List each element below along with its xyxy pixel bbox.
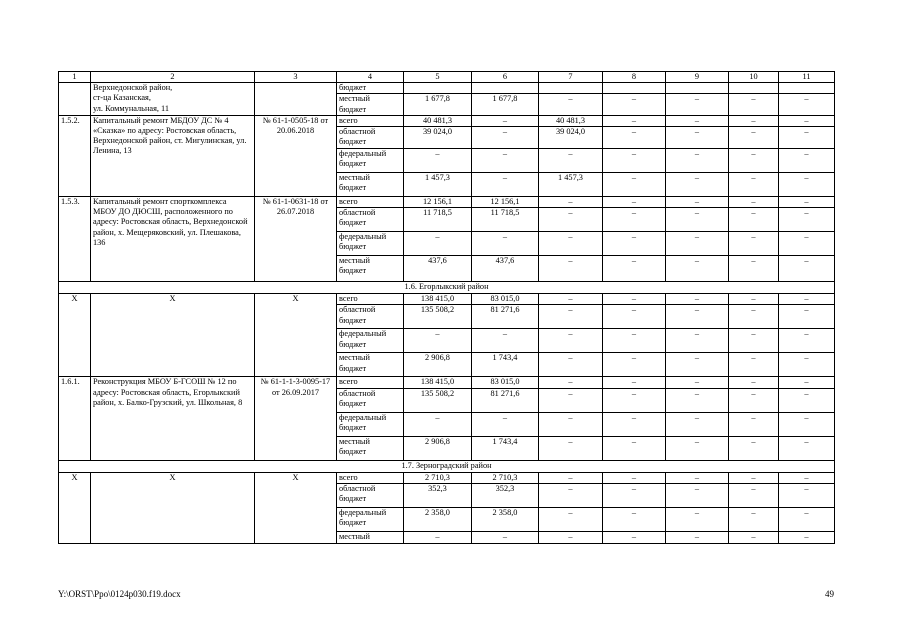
- value-cell: 83 015,0: [472, 294, 539, 305]
- column-header: 2: [91, 72, 255, 83]
- value-cell: –: [539, 197, 603, 208]
- value-cell: –: [539, 483, 603, 507]
- object-name: Верхнедонской район, ст-ца Казанская, ул. Коммунальная, 11: [91, 83, 255, 116]
- value-cell: 40 481,3: [539, 115, 603, 126]
- value-cell: –: [603, 232, 666, 256]
- value-cell: –: [539, 531, 603, 543]
- value-cell: –: [666, 232, 729, 256]
- value-cell: –: [603, 507, 666, 531]
- object-name: Х: [91, 472, 255, 543]
- value-cell: 81 271,6: [472, 305, 539, 329]
- value-cell: –: [472, 127, 539, 149]
- value-cell: –: [779, 173, 835, 197]
- value-cell: –: [666, 507, 729, 531]
- budget-category: местный бюджет: [337, 256, 404, 282]
- object-name: Х: [91, 294, 255, 377]
- value-cell: –: [666, 305, 729, 329]
- column-header: 8: [603, 72, 666, 83]
- value-cell: –: [729, 94, 779, 115]
- document-ref: № 61-1-0505-18 от 20.06.2018: [255, 115, 337, 196]
- budget-category: всего: [337, 197, 404, 208]
- row-number: Х: [59, 294, 91, 377]
- value-cell: –: [729, 232, 779, 256]
- budget-category: всего: [337, 115, 404, 126]
- value-cell: –: [472, 531, 539, 543]
- value-cell: –: [779, 197, 835, 208]
- value-cell: –: [729, 472, 779, 483]
- value-cell: –: [472, 412, 539, 436]
- section-title: 1.6. Егорлыкский район: [59, 282, 835, 294]
- budget-category: бюджет: [337, 83, 404, 94]
- value-cell: –: [539, 305, 603, 329]
- value-cell: –: [603, 472, 666, 483]
- value-cell: 1 457,3: [539, 173, 603, 197]
- value-cell: –: [729, 127, 779, 149]
- value-cell: –: [729, 377, 779, 388]
- value-cell: –: [404, 531, 472, 543]
- value-cell: –: [539, 507, 603, 531]
- column-header: 9: [666, 72, 729, 83]
- object-name: Реконструкция МБОУ Б-ГСОШ № 12 по адресу: Ростовская область, Егорлыкский район, х. Балко-Грузский, ул. Школьная, 8: [91, 377, 255, 460]
- value-cell: 11 718,5: [472, 208, 539, 232]
- value-cell: –: [729, 388, 779, 412]
- value-cell: 40 481,3: [404, 115, 472, 126]
- column-header: 6: [472, 72, 539, 83]
- value-cell: –: [539, 353, 603, 377]
- budget-category: федеральный бюджет: [337, 149, 404, 173]
- value-cell: 11 718,5: [404, 208, 472, 232]
- value-cell: –: [603, 329, 666, 353]
- value-cell: –: [472, 173, 539, 197]
- value-cell: [404, 83, 472, 94]
- value-cell: –: [779, 353, 835, 377]
- value-cell: 135 508,2: [404, 388, 472, 412]
- budget-category: областной бюджет: [337, 388, 404, 412]
- value-cell: –: [666, 483, 729, 507]
- value-cell: –: [729, 115, 779, 126]
- value-cell: [666, 83, 729, 94]
- budget-category: федеральный бюджет: [337, 232, 404, 256]
- value-cell: –: [472, 149, 539, 173]
- value-cell: –: [779, 507, 835, 531]
- budget-category: областной бюджет: [337, 305, 404, 329]
- value-cell: [539, 83, 603, 94]
- column-header: 5: [404, 72, 472, 83]
- value-cell: –: [603, 294, 666, 305]
- budget-category: местный бюджет: [337, 173, 404, 197]
- value-cell: –: [539, 436, 603, 460]
- value-cell: –: [603, 305, 666, 329]
- value-cell: –: [539, 149, 603, 173]
- row-number: [59, 83, 91, 116]
- object-name: Капитальный ремонт спорткомплекса МБОУ ДО ДЮСШ, расположенного по адресу: Ростовская область, Верхнедонской район, х. Мещеряковский, ул. Плешакова, 136: [91, 197, 255, 282]
- column-header: 11: [779, 72, 835, 83]
- value-cell: 138 415,0: [404, 377, 472, 388]
- value-cell: –: [666, 388, 729, 412]
- value-cell: –: [779, 127, 835, 149]
- value-cell: –: [539, 388, 603, 412]
- value-cell: –: [729, 149, 779, 173]
- value-cell: 12 156,1: [472, 197, 539, 208]
- value-cell: –: [729, 507, 779, 531]
- value-cell: –: [729, 436, 779, 460]
- column-header: 10: [729, 72, 779, 83]
- budget-category: всего: [337, 377, 404, 388]
- document-ref: № 61-1-0631-18 от 26.07.2018: [255, 197, 337, 282]
- row-number: 1.5.2.: [59, 115, 91, 196]
- value-cell: –: [779, 232, 835, 256]
- value-cell: 1 743,4: [472, 436, 539, 460]
- column-header: 7: [539, 72, 603, 83]
- value-cell: –: [729, 483, 779, 507]
- value-cell: –: [472, 115, 539, 126]
- table-row: [59, 115, 835, 126]
- section-title: 1.7. Зерноградский район: [59, 460, 835, 472]
- value-cell: –: [666, 377, 729, 388]
- value-cell: –: [603, 149, 666, 173]
- table-row: [59, 83, 835, 94]
- table-row: [59, 282, 835, 294]
- value-cell: –: [539, 94, 603, 115]
- value-cell: 1 677,8: [404, 94, 472, 115]
- value-cell: –: [779, 388, 835, 412]
- value-cell: –: [779, 436, 835, 460]
- row-number: 1.5.3.: [59, 197, 91, 282]
- value-cell: –: [539, 294, 603, 305]
- footer-file-path: Y:\ORST\Ppo\0124p030.f19.docx: [58, 589, 181, 599]
- value-cell: 12 156,1: [404, 197, 472, 208]
- value-cell: –: [666, 149, 729, 173]
- value-cell: –: [539, 208, 603, 232]
- value-cell: –: [729, 305, 779, 329]
- budget-category: областной бюджет: [337, 208, 404, 232]
- value-cell: –: [779, 294, 835, 305]
- row-number: Х: [59, 472, 91, 543]
- value-cell: –: [404, 232, 472, 256]
- value-cell: –: [666, 208, 729, 232]
- table-row: [59, 377, 835, 388]
- budget-table: [58, 71, 835, 544]
- budget-category: местный: [337, 531, 404, 543]
- row-number: 1.6.1.: [59, 377, 91, 460]
- value-cell: 138 415,0: [404, 294, 472, 305]
- value-cell: –: [779, 208, 835, 232]
- value-cell: –: [603, 256, 666, 282]
- value-cell: 352,3: [404, 483, 472, 507]
- value-cell: –: [666, 173, 729, 197]
- value-cell: –: [666, 127, 729, 149]
- value-cell: –: [603, 94, 666, 115]
- value-cell: –: [666, 256, 729, 282]
- table-row: [59, 72, 835, 83]
- value-cell: –: [779, 483, 835, 507]
- value-cell: [603, 83, 666, 94]
- budget-category: местный бюджет: [337, 436, 404, 460]
- value-cell: –: [779, 305, 835, 329]
- value-cell: –: [666, 329, 729, 353]
- value-cell: –: [729, 412, 779, 436]
- value-cell: 2 710,3: [404, 472, 472, 483]
- value-cell: –: [666, 197, 729, 208]
- value-cell: –: [666, 94, 729, 115]
- budget-category: всего: [337, 294, 404, 305]
- value-cell: 135 508,2: [404, 305, 472, 329]
- value-cell: –: [539, 232, 603, 256]
- value-cell: 2 710,3: [472, 472, 539, 483]
- value-cell: 1 677,8: [472, 94, 539, 115]
- value-cell: 437,6: [404, 256, 472, 282]
- table-row: [59, 294, 835, 305]
- value-cell: –: [666, 472, 729, 483]
- value-cell: –: [729, 294, 779, 305]
- value-cell: –: [603, 531, 666, 543]
- value-cell: [472, 83, 539, 94]
- value-cell: –: [539, 412, 603, 436]
- value-cell: 39 024,0: [539, 127, 603, 149]
- value-cell: –: [729, 353, 779, 377]
- value-cell: 437,6: [472, 256, 539, 282]
- value-cell: –: [729, 256, 779, 282]
- budget-category: федеральный бюджет: [337, 507, 404, 531]
- table-row: [59, 472, 835, 483]
- value-cell: [729, 83, 779, 94]
- value-cell: –: [603, 208, 666, 232]
- column-header: 3: [255, 72, 337, 83]
- value-cell: –: [779, 115, 835, 126]
- page-number: 49: [825, 589, 834, 599]
- value-cell: –: [779, 329, 835, 353]
- value-cell: –: [666, 294, 729, 305]
- document-ref: Х: [255, 294, 337, 377]
- table-row: [59, 197, 835, 208]
- value-cell: 2 906,8: [404, 353, 472, 377]
- budget-category: местный бюджет: [337, 353, 404, 377]
- document-ref: № 61-1-1-3-0095-17 от 26.09.2017: [255, 377, 337, 460]
- value-cell: –: [779, 531, 835, 543]
- value-cell: –: [666, 115, 729, 126]
- value-cell: –: [603, 436, 666, 460]
- value-cell: –: [729, 531, 779, 543]
- value-cell: –: [779, 472, 835, 483]
- value-cell: 81 271,6: [472, 388, 539, 412]
- value-cell: 83 015,0: [472, 377, 539, 388]
- value-cell: –: [603, 115, 666, 126]
- object-name: Капитальный ремонт МБДОУ ДС № 4 «Сказка» по адресу: Ростовская область, Верхнедонской район, ст. Мигулинская, ул. Ленина, 13: [91, 115, 255, 196]
- budget-category: федеральный бюджет: [337, 412, 404, 436]
- value-cell: –: [779, 412, 835, 436]
- value-cell: –: [729, 208, 779, 232]
- value-cell: –: [779, 94, 835, 115]
- value-cell: –: [404, 149, 472, 173]
- value-cell: –: [603, 353, 666, 377]
- value-cell: –: [729, 329, 779, 353]
- value-cell: –: [472, 329, 539, 353]
- budget-category: местный бюджет: [337, 94, 404, 115]
- value-cell: –: [666, 412, 729, 436]
- table-row: [59, 460, 835, 472]
- value-cell: –: [603, 173, 666, 197]
- value-cell: –: [779, 377, 835, 388]
- value-cell: –: [539, 472, 603, 483]
- value-cell: –: [603, 412, 666, 436]
- value-cell: 2 358,0: [472, 507, 539, 531]
- document-ref: [255, 83, 337, 116]
- budget-category: федеральный бюджет: [337, 329, 404, 353]
- value-cell: –: [539, 329, 603, 353]
- budget-category: областной бюджет: [337, 483, 404, 507]
- value-cell: –: [603, 127, 666, 149]
- value-cell: –: [603, 197, 666, 208]
- value-cell: 1 743,4: [472, 353, 539, 377]
- column-header: 1: [59, 72, 91, 83]
- value-cell: –: [666, 531, 729, 543]
- value-cell: –: [779, 149, 835, 173]
- value-cell: –: [603, 388, 666, 412]
- value-cell: –: [779, 256, 835, 282]
- column-header: 4: [337, 72, 404, 83]
- value-cell: 2 906,8: [404, 436, 472, 460]
- value-cell: –: [729, 197, 779, 208]
- budget-category: всего: [337, 472, 404, 483]
- value-cell: [779, 83, 835, 94]
- value-cell: –: [539, 256, 603, 282]
- budget-category: областной бюджет: [337, 127, 404, 149]
- value-cell: –: [404, 329, 472, 353]
- value-cell: –: [539, 377, 603, 388]
- value-cell: 352,3: [472, 483, 539, 507]
- value-cell: –: [404, 412, 472, 436]
- value-cell: –: [603, 377, 666, 388]
- value-cell: –: [666, 436, 729, 460]
- value-cell: 2 358,0: [404, 507, 472, 531]
- value-cell: –: [472, 232, 539, 256]
- value-cell: –: [666, 353, 729, 377]
- value-cell: –: [603, 483, 666, 507]
- value-cell: –: [729, 173, 779, 197]
- value-cell: 39 024,0: [404, 127, 472, 149]
- value-cell: 1 457,3: [404, 173, 472, 197]
- document-ref: Х: [255, 472, 337, 543]
